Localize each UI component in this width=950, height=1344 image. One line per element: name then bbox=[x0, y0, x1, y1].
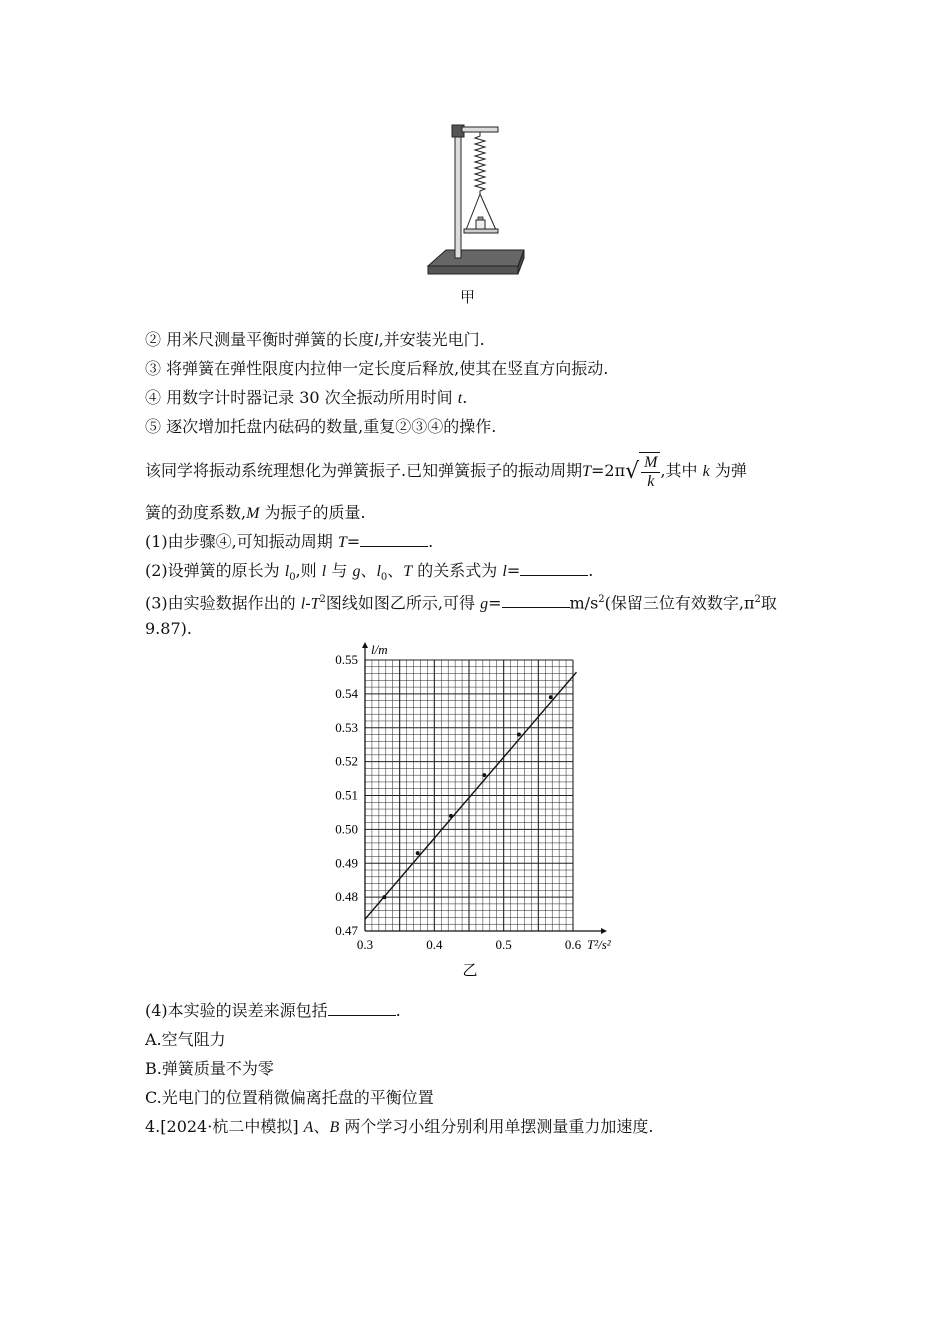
y-tick-label: 0.50 bbox=[335, 821, 358, 837]
x-tick-label: 0.4 bbox=[426, 937, 443, 952]
step-3: ③ 将弹簧在弹性限度内拉伸一定长度后释放,使其在竖直方向振动. bbox=[145, 359, 609, 378]
y-tick-label: 0.54 bbox=[335, 685, 358, 701]
x-tick-label: 0.5 bbox=[495, 937, 512, 952]
next-question: 4.[2024·杭二中模拟] A、B 两个学习小组分别利用单摆测量重力加速度. bbox=[145, 1117, 654, 1136]
weight bbox=[476, 220, 485, 229]
x-tick-label: 0.6 bbox=[564, 937, 582, 952]
data-point bbox=[382, 895, 386, 899]
x-axis-arrow-icon bbox=[601, 928, 607, 934]
data-point bbox=[549, 695, 553, 699]
option-a[interactable]: A.空气阻力 bbox=[145, 1030, 226, 1049]
data-point bbox=[482, 773, 486, 777]
question-2: (2)设弹簧的原长为 $l_0$,则 l 与 g、$l_0$、T 的关系式为 l= . bbox=[145, 561, 594, 584]
apparatus-figure bbox=[420, 118, 530, 283]
stand-arm bbox=[462, 127, 498, 132]
y-tick-label: 0.55 bbox=[335, 652, 358, 667]
figure-a-caption: 甲 bbox=[460, 288, 476, 306]
y-tick-label: 0.53 bbox=[335, 719, 358, 735]
question-1: (1)由步骤④,可知振动周期 T= . bbox=[145, 532, 434, 551]
spring bbox=[475, 132, 485, 194]
intro-line-1: 该同学将振动系统理想化为弹簧振子.已知弹簧振子的振动周期T=2π√ $\frac{M}{k}$ ,其中 k 为弹 bbox=[145, 454, 747, 490]
y-tick-label: 0.49 bbox=[335, 855, 358, 871]
data-point bbox=[449, 814, 453, 818]
y-tick-label: 0.51 bbox=[335, 787, 358, 803]
data-point bbox=[416, 851, 420, 855]
option-c[interactable]: C.光电门的位置稍微偏离托盘的平衡位置 bbox=[145, 1088, 434, 1107]
question-4: (4)本实验的误差来源包括 . bbox=[145, 1001, 401, 1020]
l-t2-chart bbox=[320, 640, 630, 980]
answer-blank-1[interactable] bbox=[360, 532, 428, 547]
step-2: ② 用米尺测量平衡时弹簧的长度l,并安装光电门. bbox=[145, 330, 485, 349]
x-axis-label: T²/s² bbox=[587, 937, 611, 952]
chart-caption: 乙 bbox=[462, 961, 478, 979]
y-tick-label: 0.52 bbox=[335, 753, 358, 769]
option-b[interactable]: B.弹簧质量不为零 bbox=[145, 1059, 274, 1078]
question-3-cont: 9.87). bbox=[145, 619, 192, 638]
y-axis-arrow-icon bbox=[362, 642, 368, 648]
tray bbox=[464, 229, 498, 233]
y-tick-label: 0.47 bbox=[335, 923, 358, 938]
question-3: (3)由实验数据作出的 $l-T^2$图线如图乙所示,可得 $g= m/s^2$(保留三位有效数字$,\pi^2$取 bbox=[145, 593, 777, 613]
y-axis-label: l/m bbox=[371, 642, 388, 657]
data-point bbox=[517, 733, 521, 737]
answer-blank-4[interactable] bbox=[328, 1001, 396, 1016]
step-5: ⑤ 逐次增加托盘内砝码的数量,重复②③④的操作. bbox=[145, 417, 497, 436]
step-4: ④ 用数字计时器记录 30 次全振动所用时间 t. bbox=[145, 388, 468, 407]
formula-sqrt: $\frac{M}{k}$ bbox=[639, 452, 660, 491]
answer-blank-3[interactable] bbox=[502, 593, 570, 608]
stand-base bbox=[428, 250, 524, 266]
y-tick-label: 0.48 bbox=[335, 889, 358, 905]
stand-rod bbox=[455, 132, 461, 258]
x-tick-label: 0.3 bbox=[356, 937, 374, 952]
answer-blank-2[interactable] bbox=[520, 561, 588, 576]
intro-line-2: 簧的劲度系数,M 为振子的质量. bbox=[145, 503, 366, 522]
